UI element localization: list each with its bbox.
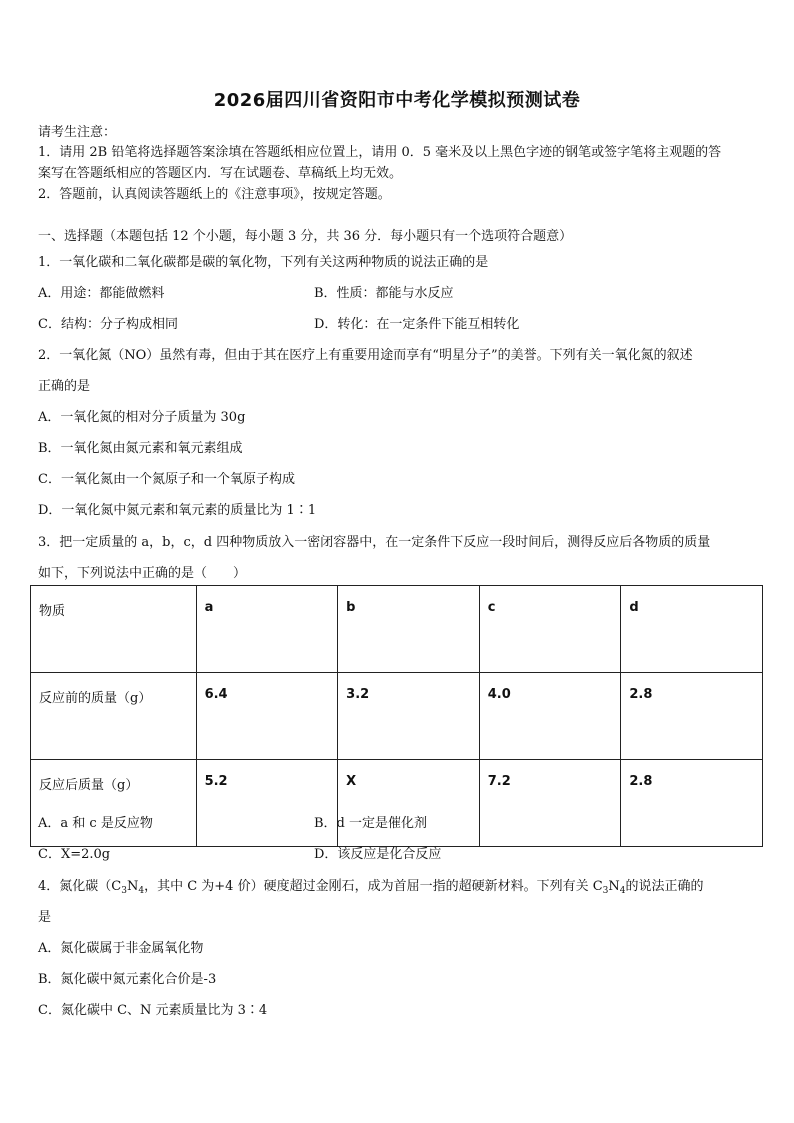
question-1-option-b: B．性质：都能与水反应 xyxy=(314,286,454,301)
table-cell: 7.2 xyxy=(479,760,621,847)
table-cell: a xyxy=(196,586,338,673)
question-2-option-a: A．一氧化氮的相对分子质量为 30g xyxy=(38,410,246,425)
q4-nitrogen-symbol-b: N xyxy=(608,879,620,894)
table-header-row xyxy=(31,586,763,673)
q4-subscript-3: 3 xyxy=(121,886,127,896)
question-2-stem-line-1: 2．一氧化氮（NO）虽然有毒，但由于其在医疗上有重要用途而享有“明星分子”的美誉。下列有关一氧化氮的叙述 xyxy=(38,348,693,363)
q4-stem-mid: ，其中 C 为+4 价）硬度超过金刚石，成为首屈一指的超硬新材料。下列有关 C xyxy=(144,879,603,894)
notice-heading: 请考生注意： xyxy=(38,125,117,140)
table-cell: 2.8 xyxy=(621,673,763,760)
question-4-stem-line-1 xyxy=(38,875,704,894)
question-2-stem-line-2: 正确的是 xyxy=(38,379,91,394)
table-row xyxy=(31,760,763,847)
question-3-option-c: C．X=2.0g xyxy=(38,847,111,862)
question-2-option-b: B．一氧化氮由氮元素和氧元素组成 xyxy=(38,441,243,456)
question-4-stem-line-2: 是 xyxy=(38,910,52,925)
table-cell: 5.2 xyxy=(196,760,338,847)
table-cell: 6.4 xyxy=(196,673,338,760)
table-cell: c xyxy=(479,586,621,673)
table-cell: 4.0 xyxy=(479,673,621,760)
notice-item-2: 2．答题前，认真阅读答题纸上的《注意事项》，按规定答题。 xyxy=(38,187,391,202)
table-row xyxy=(31,673,763,760)
mass-data-table xyxy=(30,585,763,847)
q4-subscript-3b: 3 xyxy=(602,886,609,896)
question-4-option-b: B．氮化碳中氮元素化合价是-3 xyxy=(38,972,217,987)
question-3-option-b: B．d 一定是催化剂 xyxy=(314,816,428,831)
table-cell: X xyxy=(338,760,480,847)
table-cell: b xyxy=(338,586,480,673)
question-4-option-c: C．氮化碳中 C、N 元素质量比为 3∶4 xyxy=(38,1003,268,1018)
question-3-option-d: D．该反应是化合反应 xyxy=(314,847,442,862)
table-cell: d xyxy=(621,586,763,673)
q4-stem-post: 的说法正确的 xyxy=(625,879,704,894)
section-heading: 一、选择题（本题包括 12 个小题，每小题 3 分，共 36 分．每小题只有一个选项符合题意） xyxy=(38,229,573,244)
question-1-option-d: D．转化：在一定条件下能互相转化 xyxy=(314,317,520,332)
q4-nitrogen-symbol: N xyxy=(126,879,139,894)
q4-subscript-4: 4 xyxy=(138,886,145,896)
question-2-option-d: D．一氧化氮中氮元素和氧元素的质量比为 1∶1 xyxy=(38,503,317,518)
notice-item-1-line-2: 案写在答题纸相应的答题区内．写在试题卷、草稿纸上均无效。 xyxy=(38,166,403,181)
question-3-option-a: A．a 和 c 是反应物 xyxy=(38,816,153,831)
q4-subscript-4b: 4 xyxy=(619,886,626,896)
q4-stem-pre: 4．氮化碳（C xyxy=(38,879,122,894)
table-cell: 反应前的质量（g） xyxy=(31,673,197,760)
question-1-option-a: A．用途：都能做燃料 xyxy=(38,286,165,301)
table-cell: 3.2 xyxy=(338,673,480,760)
page-title: 2026届四川省资阳市中考化学模拟预测试卷 xyxy=(213,90,581,111)
notice-item-1-line-1: 1．请用 2B 铅笔将选择题答案涂填在答题纸相应位置上，请用 0．5 毫米及以上黑色字迹的钢笔或签字笔将主观题的答 xyxy=(38,145,722,160)
question-1-option-c: C．结构：分子构成相同 xyxy=(38,317,178,332)
question-3-stem-line-2: 如下，下列说法中正确的是（ ） xyxy=(38,566,247,581)
table-cell: 2.8 xyxy=(621,760,763,847)
table-cell: 反应后质量（g） xyxy=(31,760,197,847)
question-2-option-c: C．一氧化氮由一个氮原子和一个氧原子构成 xyxy=(38,472,295,487)
question-1-stem: 1．一氧化碳和二氧化碳都是碳的氧化物，下列有关这两种物质的说法正确的是 xyxy=(38,255,489,270)
question-4-option-a: A．氮化碳属于非金属氧化物 xyxy=(38,941,204,956)
table-cell: 物质 xyxy=(31,586,197,673)
question-3-stem-line-1: 3．把一定质量的 a，b，c，d 四种物质放入一密闭容器中，在一定条件下反应一段时间后，测得反应后各物质的质量 xyxy=(38,535,711,550)
